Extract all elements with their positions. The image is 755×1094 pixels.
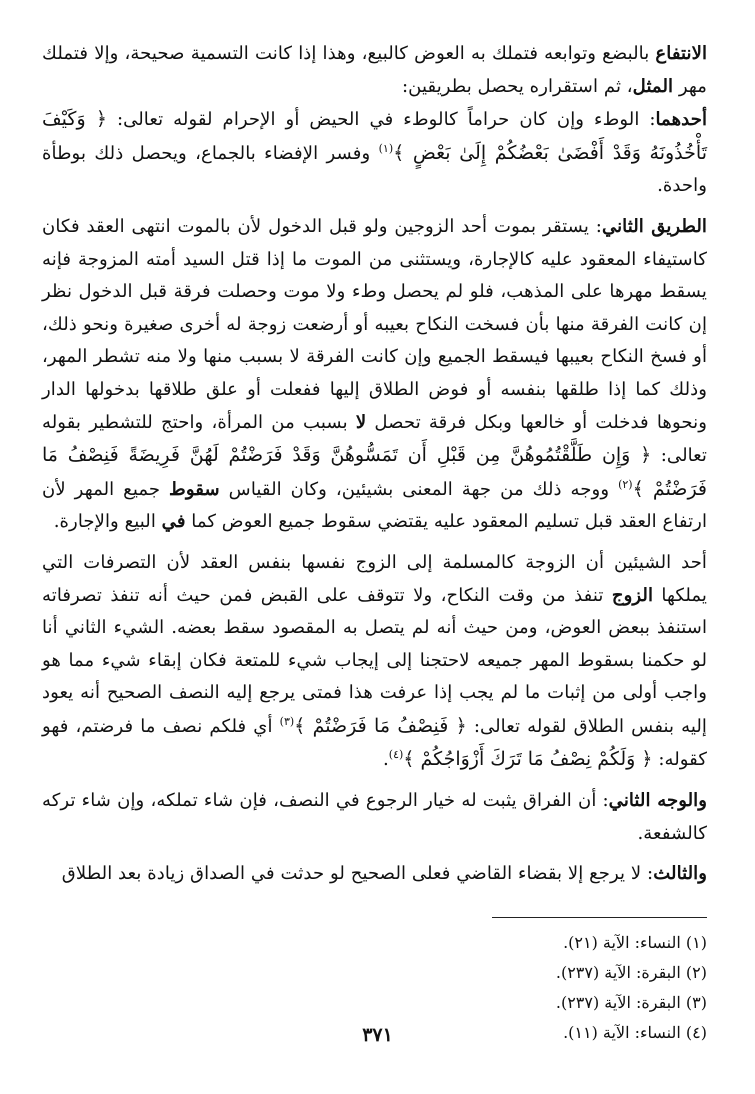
page-number: ٣٧١ [362, 1024, 393, 1046]
paragraph [42, 785, 707, 850]
quran-verse: ﴿ وَلَكُمْ نِصْفُ مَا تَرَكَ أَزْوَاجُكُمْ ﴾ [403, 748, 653, 771]
footnote: (٤) النساء: الآية (١١). [563, 1022, 707, 1042]
bold-text: في [161, 511, 186, 533]
paragraph [42, 103, 707, 203]
text-run: : الوطء وإن كان حراماً كالوطء في الحيض أو الإحرام لقوله تعالى: [107, 109, 656, 131]
bold-text: المثل [632, 75, 674, 97]
quran-verse: ﴿ وَكَيْفَ تَأْخُذُونَهُ وَقَدْ أَفْضَىٰ بَعْضُكُمْ إِلَىٰ بَعْضٍ ﴾ [42, 108, 707, 164]
text-run: بسبب من المرأة، واحتج للتشطير بقوله تعالى: [42, 411, 707, 467]
footnote-ref: (١) [378, 141, 394, 155]
footnote: (٢) البقرة: الآية (٢٣٧). [555, 962, 707, 982]
footnote-ref: (٣) [279, 714, 295, 728]
text-run: : أن الفراق يثبت له خيار الرجوع في النصف، فإن شاء تملكه، وإن شاء تركه كالشفعة. [42, 790, 707, 844]
text-run: . [382, 749, 389, 771]
text-run: جميع المهر لأن ارتفاع العقد قبل تسليم المعقود عليه يقتضي سقوط جميع العوض كما [42, 478, 707, 533]
text-run: : لا يرجع إلا بقضاء القاضي فعلى الصحيح لو حدثت في الصداق زيادة بعد الطلاق [61, 863, 654, 885]
bold-text: والوجه الثاني [608, 790, 707, 812]
paragraph [42, 211, 707, 539]
body-text [42, 38, 707, 891]
bold-text: والثالث [653, 863, 707, 885]
paragraph [42, 38, 707, 103]
text-run: أي فلكم نصف ما فرضتم، فهو كقوله: [42, 715, 707, 771]
bold-text: سقوط [169, 478, 220, 500]
text-run: ، ثم استقراره يحصل بطريقين: [402, 75, 633, 97]
footnote: (٣) البقرة: الآية (٢٣٧). [555, 992, 707, 1012]
quran-verse: ﴿ وَإِن طَلَّقْتُمُوهُنَّ مِن قَبْلِ أَن تَمَسُّوهُنَّ وَقَدْ فَرَضْتُمْ لَهُنَّ فَرِيضَةً فَنِصْفُ مَا فَرَضْتُمْ ﴾ [42, 444, 708, 500]
footnote-ref: (٤) [388, 748, 404, 762]
quran-verse: ﴿ فَنِصْفُ مَا فَرَضْتُمْ ﴾ [294, 714, 467, 737]
text-run: تنفذ من وقت النكاح، ولا تتوقف على القبض فمن حيث أنه تنفذ تصرفاته استنفذ ببعض العوض، ومن حيث أنه لم يتصل به المقصود سقط بعضه. الشيء الثاني أنا لو حكمنا بسقوط المهر جميعه لاحتجنا إلى إيجاب شيء للمتعة فكان إبقاء شيء مما هو واجب أولى من إثبات ما لم يجب إذا عرفت هذا فمتى يرجع إليه النصف الصحيح أنه يعود إليه بنفس الطلاق لقوله تعالى: [42, 584, 707, 737]
footnote-separator [492, 917, 707, 918]
text-run: بالبضع وتوابعه فتملك به العوض كالبيع، وهذا إذا كانت التسمية صحيحة، وإلا فتملك مهر [42, 43, 707, 97]
text-run: البيع والإجارة. [53, 511, 162, 533]
text-run: وفسر الإفضاء بالجماع، ويحصل ذلك بوطأة واحدة. [42, 142, 707, 197]
bold-text: لا [355, 411, 367, 433]
text-run: ووجه ذلك من جهة المعنى بشيئين، وكان القياس [219, 478, 619, 500]
footnote: (١) النساء: الآية (٢١). [563, 932, 707, 952]
paragraph [42, 547, 707, 777]
bold-text: الانتفاع [655, 43, 707, 64]
bold-text: أحدهما [655, 109, 708, 131]
bold-text: الزوج [611, 584, 653, 606]
footnote-ref: (٢) [618, 477, 633, 491]
paragraph [42, 858, 707, 891]
text-run: أحد الشيئين أن الزوجة كالمسلمة إلى الزوج نفسها بنفس العقد لأن التصرفات التي يملكها [42, 551, 707, 606]
bold-text: الطريق الثاني [601, 215, 707, 237]
text-run: : يستقر بموت أحد الزوجين ولو قبل الدخول لأن بالموت انتهى العقد فكان كاستيفاء المعقود عليه كالإجارة، ويستثنى من الموت ما إذا قتل السيد أمته المزوجة فإنه يسقط مهرها على المذهب، فلو لم يحصل وطء ولا موت وحصلت فرقة قبل الدخول نظر إن كانت الفرقة منها بأن فسخت النكاح بعيبه أو أرضعت زوجة له أخرى صغيرة ونحو ذلك، أو فسخ النكاح بعيبها فيسقط الجميع وإن كانت الفرقة لا بسبب منها ولا منه تشطر المهر، وذلك كما إذا طلقها بنفسه أو فوض الطلاق إليها ففعلت أو علق طلاقها بدخولها الدار ونحوها فدخلت أو خالعها وبكل فرقة تحصل [42, 215, 707, 433]
